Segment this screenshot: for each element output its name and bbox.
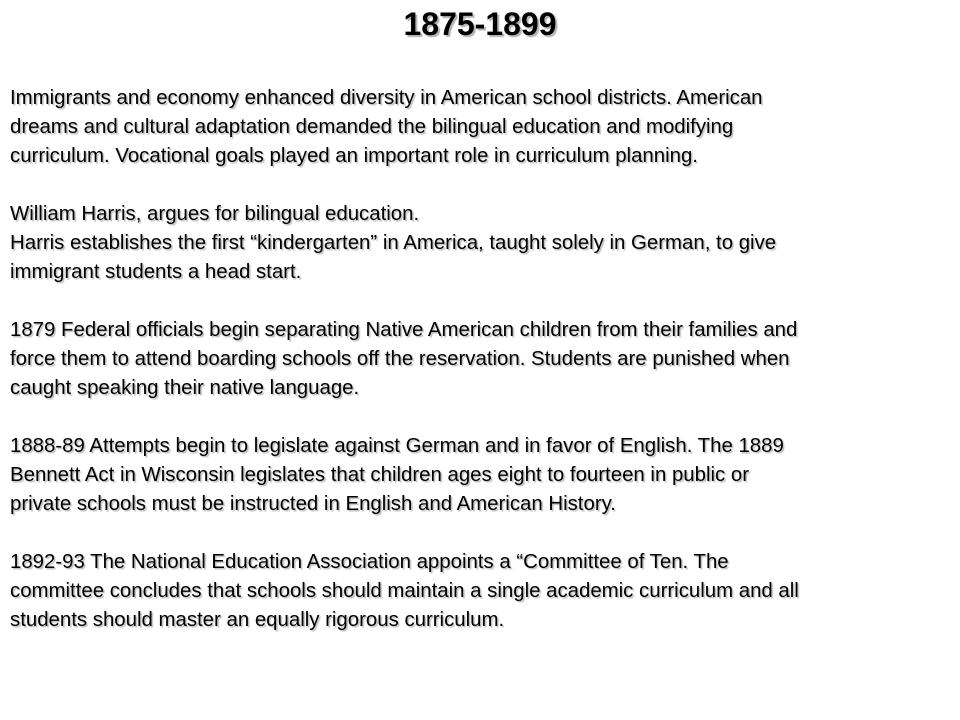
- text-line: committee concludes that schools should maintain a single academic curriculum and all: [10, 580, 799, 602]
- text-line: dreams and cultural adaptation demanded the bilingual education and modifying: [10, 116, 734, 138]
- text-line: 1879 Federal officials begin separating Native American children from their families and: [10, 319, 798, 341]
- text-line: Immigrants and economy enhanced diversity in American school districts. American: [10, 87, 763, 109]
- paragraph-1888-89: [10, 432, 954, 519]
- paragraph-1879: [10, 316, 954, 403]
- text-line: 1888-89 Attempts begin to legislate against German and in favor of English. The 1889: [10, 435, 784, 457]
- text-line: 1892-93 The National Education Association appoints a “Committee of Ten. The: [10, 551, 729, 573]
- slide-body: [10, 84, 954, 664]
- text-line: curriculum. Vocational goals played an important role in curriculum planning.: [10, 145, 698, 167]
- text-line: private schools must be instructed in English and American History.: [10, 493, 616, 515]
- text-line: students should master an equally rigorous curriculum.: [10, 609, 505, 631]
- text-line: immigrant students a head start.: [10, 261, 302, 283]
- paragraph-1892-93: [10, 548, 954, 635]
- text-line: caught speaking their native language.: [10, 377, 360, 399]
- text-line: William Harris, argues for bilingual education.: [10, 203, 420, 225]
- paragraph-overview: [10, 84, 954, 171]
- text-line: force them to attend boarding schools off the reservation. Students are punished when: [10, 348, 790, 370]
- slide-title: 1875-1899: [403, 6, 557, 42]
- text-line: Bennett Act in Wisconsin legislates that children ages eight to fourteen in public or: [10, 464, 750, 486]
- paragraph-william-harris: [10, 200, 954, 287]
- text-line: Harris establishes the first “kindergarten” in America, taught solely in German, to give: [10, 232, 777, 254]
